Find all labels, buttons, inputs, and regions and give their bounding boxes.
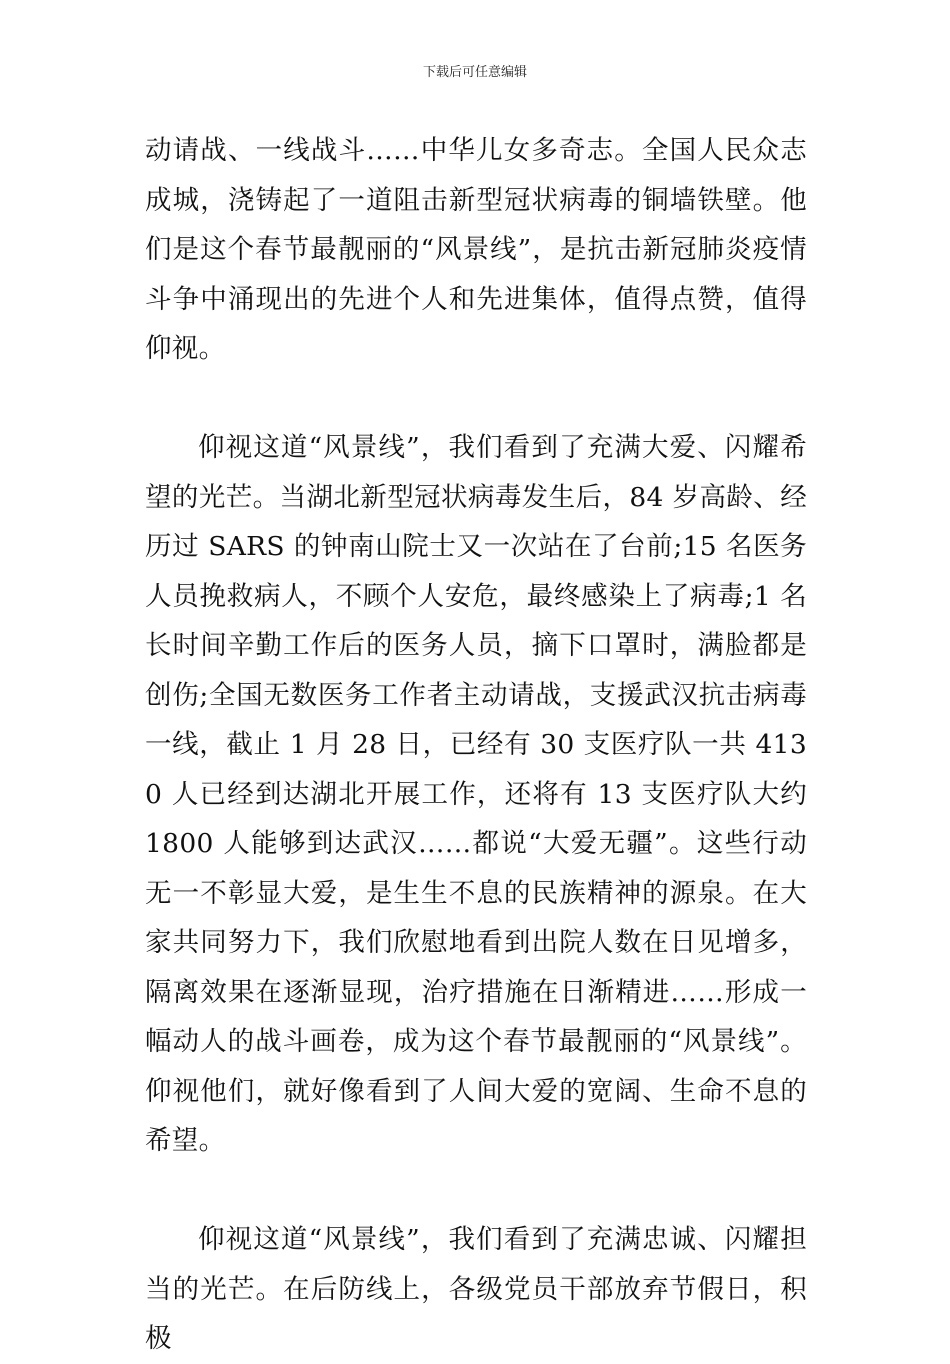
page-header: 下载后可任意编辑 [422,65,527,80]
paragraph-continuation: 动请战、一线战斗……中华儿女多奇志。全国人民众志成城，浇铸起了一道阻击新型冠状病毒的铜墙铁壁。他们是这个春节最靓丽的“风景线”，是抗击新冠肺炎疫情斗争中涌现出的先进个人和先进集体，值得点赞，值得仰视。 [145,135,807,364]
paragraph-loyalty-and-duty: 仰视这道“风景线”，我们看到了充满忠诚、闪耀担当的光芒。在后防线上，各级党员干部放弃节假日，积极 [145,1224,807,1354]
paragraph-love-and-hope: 仰视这道“风景线”，我们看到了充满大爱、闪耀希望的光芒。当湖北新型冠状病毒发生后，84 岁高龄、经历过 SARS 的钟南山院士又一次站在了台前;15 名医务人员挽救病人，不顾个人安危，最终感染上了病毒;1 名长时间辛勤工作后的医务人员，摘下口罩时，满脸都是创伤;全国无数医务工作者主动请战，支援武汉抗击病毒一线，截止 1 月 28 日，已经有 30 支医疗队一共 4130 人已经到达湖北开展工作，还将有 13 支医疗队大约 1800 人能够到达武汉……都说“大爱无疆”。这些行动无一不彰显大爱，是生生不息的民族精神的源泉。在大家共同努力下，我们欣慰地看到出院人数在日见增多，隔离效果在逐渐显现，治疗措施在日渐精进……形成一幅动人的战斗画卷，成为这个春节最靓丽的“风景线”。仰视他们，就好像看到了人间大爱的宽阔、生命不息的希望。 [145,432,807,1156]
paragraph-gap [145,374,807,424]
paragraph-gap [145,1166,807,1216]
document-body [145,126,807,1364]
